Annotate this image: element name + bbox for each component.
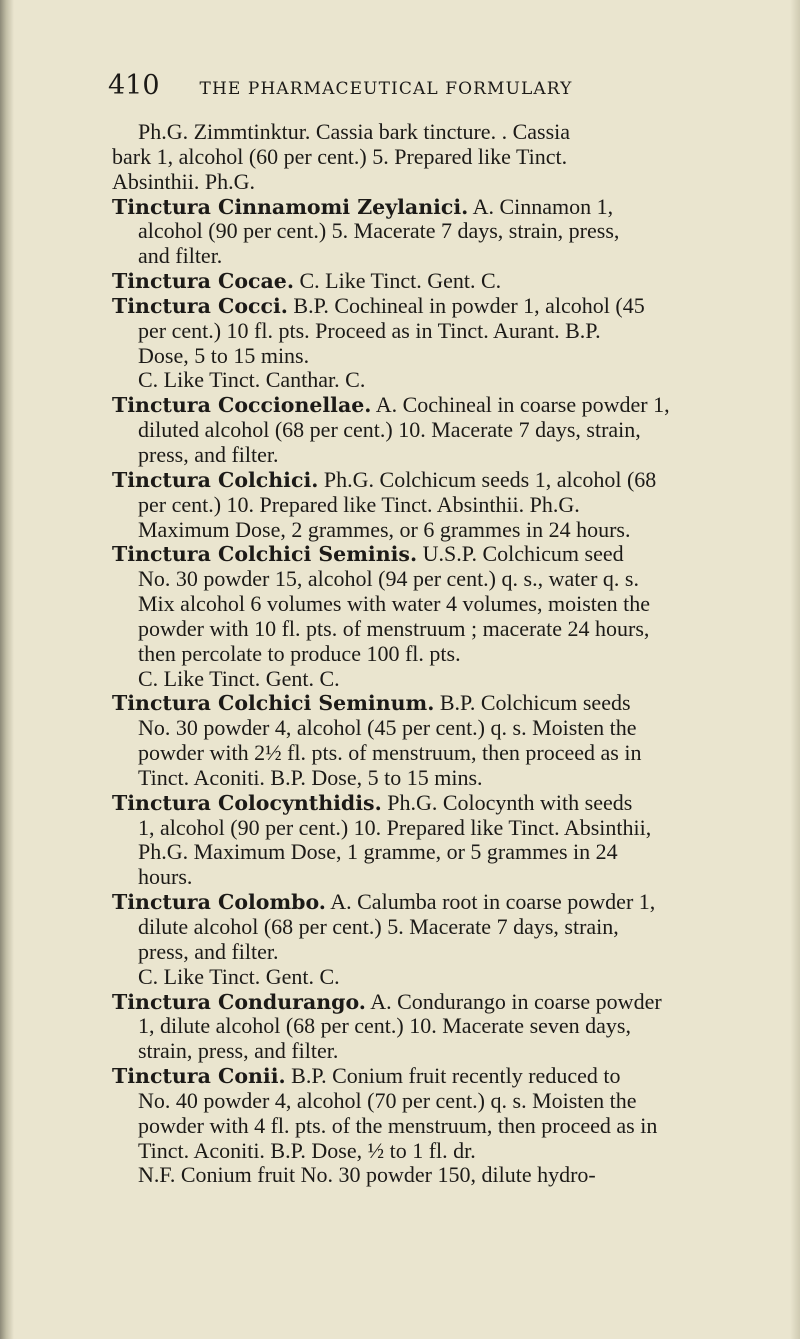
text-line: A. Cochineal in coarse powder 1, bbox=[375, 392, 670, 418]
text-line: diluted alcohol (68 per cent.) 10. Macerate 7 days, strain, bbox=[138, 417, 641, 443]
entry bbox=[112, 791, 710, 890]
text-line: Tinct. Aconiti. B.P. Dose, ½ to 1 fl. dr. bbox=[138, 1137, 476, 1163]
entry-heading: Tinctura Cocci. bbox=[112, 293, 288, 318]
entry-heading: Tinctura Colchici Seminis. bbox=[112, 542, 418, 567]
text-line: A. Cinnamon 1, bbox=[472, 193, 614, 219]
text-line: 1, alcohol (90 per cent.) 10. Prepared like Tinct. Absinthii, bbox=[138, 814, 652, 840]
text-line: Ph.G. Colchicum seeds 1, alcohol (68 bbox=[323, 466, 657, 492]
text-line: powder with 4 fl. pts. of the menstruum, then proceed as in bbox=[138, 1112, 658, 1138]
entry bbox=[112, 195, 710, 270]
entry-heading: Tinctura Conii. bbox=[112, 1064, 286, 1089]
text-line: C. Like Tinct. Canthar. C. bbox=[138, 367, 366, 393]
entry-heading: Tinctura Condurango. bbox=[112, 989, 366, 1014]
text-line: B.P. Cochineal in powder 1, alcohol (45 bbox=[293, 292, 645, 318]
text-line: 1, dilute alcohol (68 per cent.) 10. Macerate seven days, bbox=[138, 1013, 631, 1039]
text-line: powder with 2½ fl. pts. of menstruum, then proceed as in bbox=[138, 740, 642, 766]
entry-heading: Tinctura Colocynthidis. bbox=[112, 790, 382, 815]
formulary-text bbox=[112, 120, 710, 1188]
entry bbox=[112, 990, 710, 1065]
entry bbox=[112, 468, 710, 543]
entry-heading: Tinctura Coccionellae. bbox=[112, 393, 372, 418]
text-line: dilute alcohol (68 per cent.) 5. Macerate 7 days, strain, bbox=[138, 914, 619, 939]
entry bbox=[112, 269, 710, 294]
text-line: alcohol (90 per cent.) 5. Macerate 7 days, strain, press, bbox=[138, 218, 620, 244]
page-right-edge bbox=[790, 0, 800, 1339]
text-line: C. Like Tinct. Gent. C. bbox=[138, 665, 340, 691]
text-line: No. 30 powder 4, alcohol (45 per cent.) q. s. Moisten the bbox=[138, 715, 637, 741]
text-line: A. Calumba root in coarse powder 1, bbox=[330, 889, 656, 915]
entry-heading: Tinctura Colombo. bbox=[112, 890, 326, 915]
text-line: strain, press, and filter. bbox=[138, 1038, 339, 1064]
text-line: Ph.G. Maximum Dose, 1 gramme, or 5 grammes in 24 bbox=[138, 839, 618, 865]
text-line: C. Like Tinct. Gent. C. bbox=[138, 963, 340, 989]
page-binding-edge bbox=[0, 0, 14, 1339]
text-line: hours. bbox=[138, 864, 193, 890]
entry bbox=[112, 1064, 710, 1188]
text-line: C. Like Tinct. Gent. C. bbox=[299, 268, 502, 294]
entry bbox=[112, 542, 710, 691]
text-line: No. 30 powder 15, alcohol (94 per cent.) q. s., water q. s. bbox=[138, 566, 639, 592]
running-header bbox=[108, 70, 713, 101]
entry bbox=[112, 393, 710, 468]
text-line: A. Condurango in coarse powder bbox=[370, 988, 662, 1014]
running-title: THE PHARMACEUTICAL FORMULARY bbox=[199, 79, 573, 99]
entry-heading: Tinctura Colchici. bbox=[112, 467, 319, 492]
text-line: press, and filter. bbox=[138, 938, 279, 964]
text-line: No. 40 powder 4, alcohol (70 per cent.) q. s. Moisten the bbox=[138, 1087, 637, 1113]
text-line: per cent.) 10 fl. pts. Proceed as in Tinct. Aurant. B.P. bbox=[138, 317, 601, 343]
text-line: and filter. bbox=[138, 243, 223, 269]
text-line: Tinct. Aconiti. B.P. Dose, 5 to 15 mins. bbox=[138, 764, 483, 790]
entry-heading: Tinctura Colchici Seminum. bbox=[112, 691, 435, 716]
text-line: B.P. Colchicum seeds bbox=[439, 690, 631, 716]
text-line: Ph.G. Zimmtinktur. Cassia bark tincture. . Cassia bbox=[138, 119, 571, 144]
entry bbox=[112, 691, 710, 790]
entry bbox=[112, 294, 710, 393]
text-line: then percolate to produce 100 fl. pts. bbox=[138, 640, 461, 666]
page-number: 410 bbox=[108, 70, 160, 101]
text-line: N.F. Conium fruit No. 30 powder 150, dilute hydro- bbox=[138, 1162, 596, 1188]
text-line: Ph.G. Colocynth with seeds bbox=[387, 789, 633, 815]
text-line: Absinthii. Ph.G. bbox=[112, 168, 256, 194]
text-line: U.S.P. Colchicum seed bbox=[422, 541, 624, 567]
entry bbox=[112, 890, 710, 989]
text-line: bark 1, alcohol (60 per cent.) 5. Prepared like Tinct. bbox=[112, 143, 568, 169]
text-line: powder with 10 fl. pts. of menstruum ; macerate 24 hours, bbox=[138, 615, 650, 641]
text-line: B.P. Conium fruit recently reduced to bbox=[291, 1063, 621, 1089]
text-line: per cent.) 10. Prepared like Tinct. Absinthii. Ph.G. bbox=[138, 491, 580, 517]
entry-heading: Tinctura Cocae. bbox=[112, 269, 294, 294]
entry bbox=[112, 120, 710, 195]
text-line: Dose, 5 to 15 mins. bbox=[138, 342, 310, 368]
text-line: Mix alcohol 6 volumes with water 4 volumes, moisten the bbox=[138, 591, 651, 617]
text-line: press, and filter. bbox=[138, 441, 279, 467]
text-line: Maximum Dose, 2 grammes, or 6 grammes in 24 hours. bbox=[138, 516, 631, 542]
entry-heading: Tinctura Cinnamomi Zeylanici. bbox=[112, 194, 469, 219]
